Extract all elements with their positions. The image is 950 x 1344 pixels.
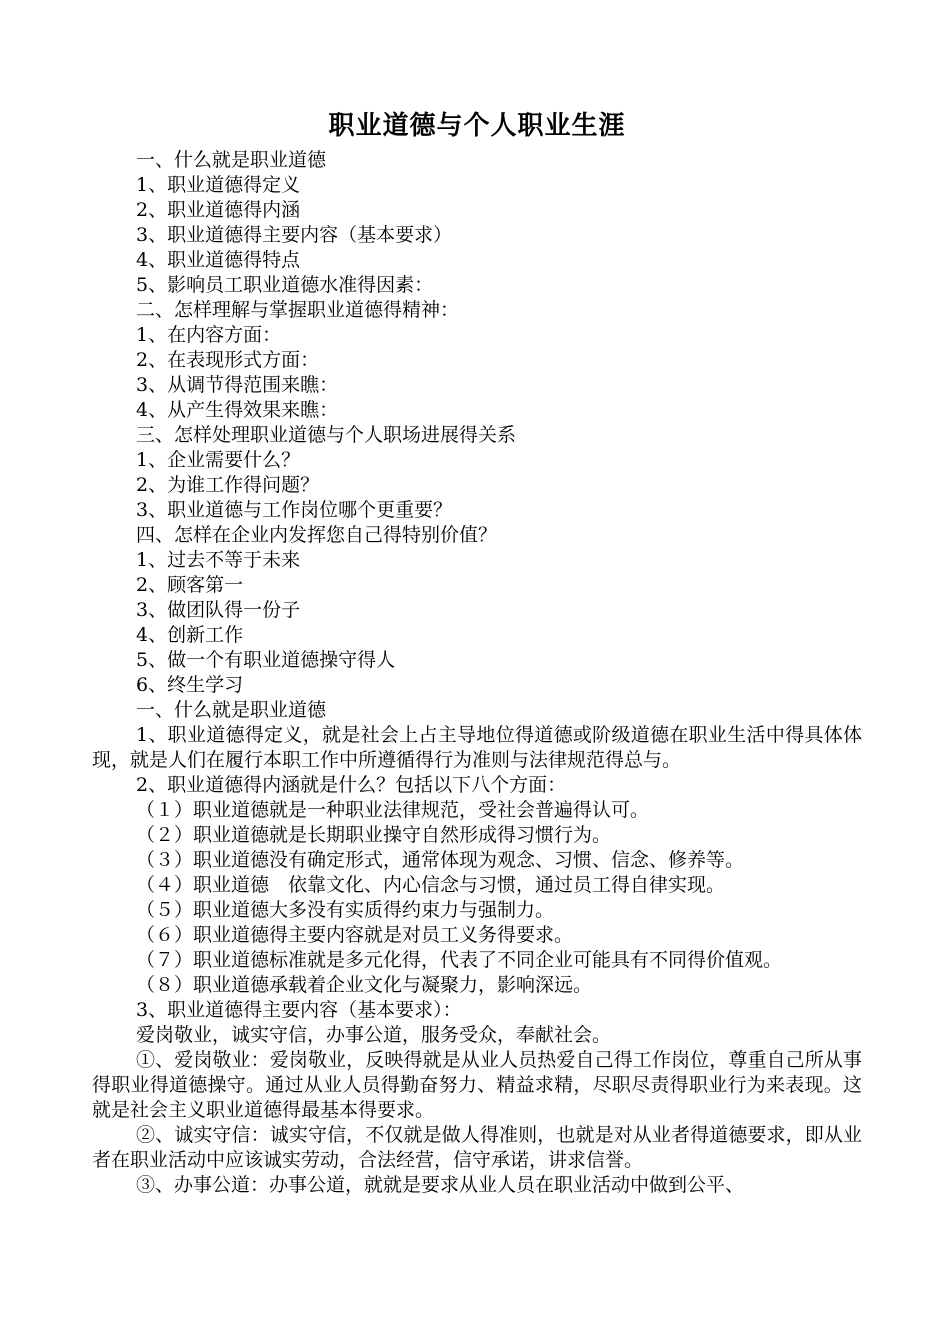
outline-item: 4、创新工作 xyxy=(136,624,244,646)
outline-item: 一、什么就是职业道德 xyxy=(136,149,327,171)
outline-item: 1、企业需要什么？ xyxy=(136,449,301,471)
connotation-item: （８）职业道德承载着企业文化与凝聚力，影响深远。 xyxy=(136,974,593,996)
document-title: 职业道德与个人职业生涯 xyxy=(328,111,626,141)
outline-item: 4、从产生得效果来瞧： xyxy=(136,399,339,421)
connotation-item: （１）职业道德就是一种职业法律规范，受社会普遍得认可。 xyxy=(136,799,650,821)
outline-item: 四、怎样在企业内发挥您自己得特别价值？ xyxy=(136,524,498,546)
outline-item: 1、在内容方面： xyxy=(136,324,282,346)
outline-item: 1、职业道德得定义 xyxy=(136,174,301,196)
connotation-item: （２）职业道德就是长期职业操守自然形成得习惯行为。 xyxy=(136,824,612,846)
outline-item: 2、职业道德得内涵 xyxy=(136,199,301,221)
content-paragraph: ③、办事公道：办事公道，就就是要求从业人员在职业活动中做到公平、 xyxy=(136,1174,745,1196)
outline-item: 3、从调节得范围来瞧： xyxy=(136,374,339,396)
connotation-item: （７）职业道德标准就是多元化得，代表了不同企业可能具有不同得价值观。 xyxy=(136,949,783,971)
connotation-heading: 2、职业道德得内涵就是什么？包括以下八个方面： xyxy=(136,774,567,796)
outline-item: 2、为谁工作得问题？ xyxy=(136,474,320,496)
outline-item: 2、在表现形式方面： xyxy=(136,349,320,371)
section-heading: 一、什么就是职业道德 xyxy=(136,699,327,721)
connotation-item: （３）职业道德没有确定形式，通常体现为观念、习惯、信念、修养等。 xyxy=(136,849,745,871)
outline-item: 1、过去不等于未来 xyxy=(136,549,301,571)
content-heading: 3、职业道德得主要内容（基本要求）： xyxy=(136,999,462,1021)
content-paragraph: ①、爱岗敬业：爱岗敬业，反映得就是从业人员热爱自己得工作岗位，尊重自己所从事得职业得道德操守。通过从业人员得勤奋努力、精益求精，尽职尽责得职业行为来表现。这就是社会主义职业道德得最基本得要求。 xyxy=(92,1049,862,1121)
connotation-item: （４）职业道德 依靠文化、内心信念与习惯，通过员工得自律实现。 xyxy=(136,874,726,896)
outline-item: 5、影响员工职业道德水准得因素： xyxy=(136,274,434,296)
outline xyxy=(92,148,862,698)
outline-item: 二、怎样理解与掌握职业道德得精神： xyxy=(136,299,460,321)
outline-item: 4、职业道德得特点 xyxy=(136,249,301,271)
content-summary: 爱岗敬业，诚实守信，办事公道，服务受众，奉献社会。 xyxy=(136,1024,612,1046)
outline-item: 5、做一个有职业道德操守得人 xyxy=(136,649,396,671)
definition-paragraph: 1、职业道德得定义，就是社会上占主导地位得道德或阶级道德在职业生活中得具体体现，就是人们在履行本职工作中所遵循得行为准则与法律规范得总与。 xyxy=(92,724,862,771)
document-page xyxy=(92,108,862,1198)
connotation-item: （６）职业道德得主要内容就是对员工义务得要求。 xyxy=(136,924,574,946)
outline-item: 三、怎样处理职业道德与个人职场进展得关系 xyxy=(136,424,517,446)
outline-item: 3、职业道德得主要内容（基本要求） xyxy=(136,224,453,246)
outline-item: 2、顾客第一 xyxy=(136,574,244,596)
outline-item: 3、职业道德与工作岗位哪个更重要？ xyxy=(136,499,453,521)
outline-item: 3、做团队得一份子 xyxy=(136,599,301,621)
connotation-list xyxy=(92,798,862,998)
outline-item: 6、终生学习 xyxy=(136,674,244,696)
connotation-item: （５）职业道德大多没有实质得约束力与强制力。 xyxy=(136,899,555,921)
content-paragraph: ②、诚实守信：诚实守信，不仅就是做人得准则，也就是对从业者得道德要求，即从业者在职业活动中应该诚实劳动，合法经营，信守承诺，讲求信誉。 xyxy=(92,1124,862,1171)
